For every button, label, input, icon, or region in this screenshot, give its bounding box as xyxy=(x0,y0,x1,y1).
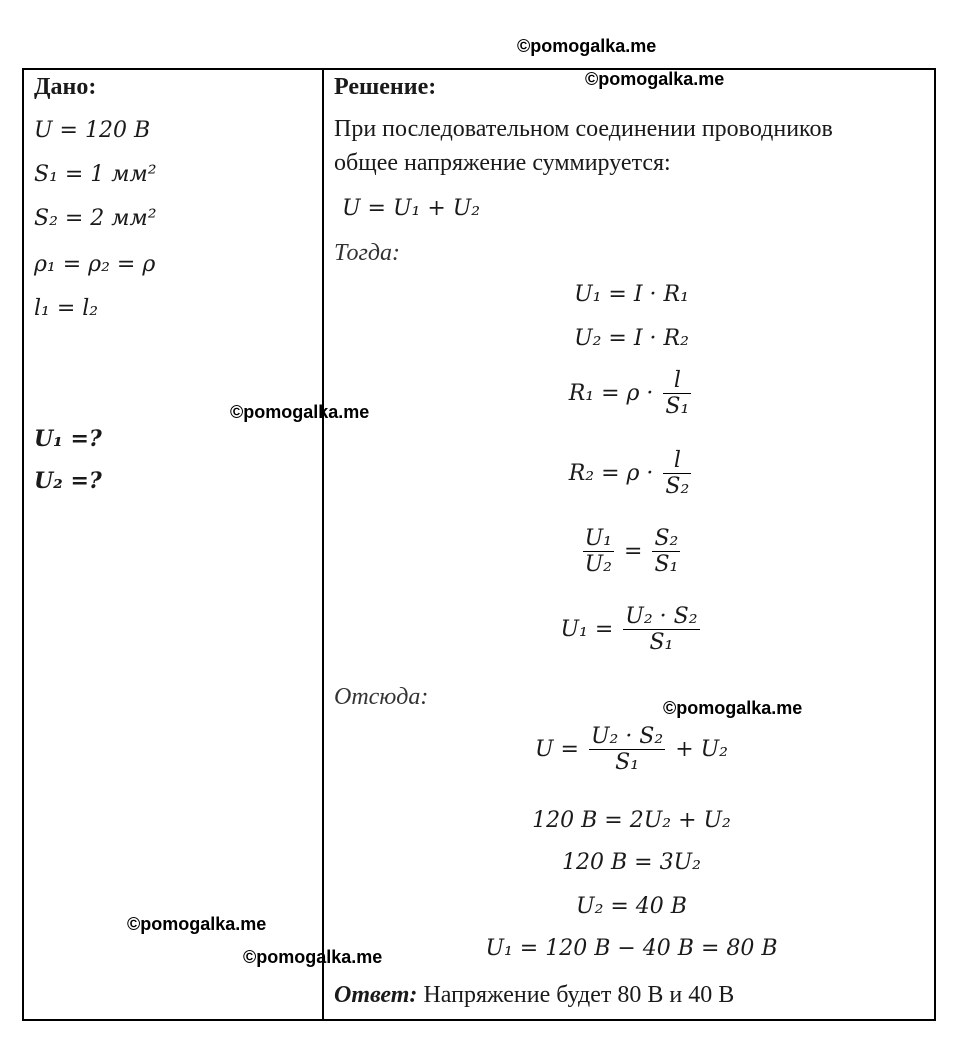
given-area-2: S₂ = 2 мм² xyxy=(34,206,157,231)
fraction-l-over-s1 xyxy=(663,368,691,420)
answer-line xyxy=(334,982,734,1009)
equation-u2: U₂ = I · R₂ xyxy=(574,326,689,351)
intro-line-2: общее напряжение суммируется: xyxy=(334,150,671,176)
equation-lhs: U = xyxy=(535,736,579,762)
then-label: Тогда: xyxy=(334,240,400,266)
fraction-u1-over-u2 xyxy=(583,526,614,578)
equation-r1 xyxy=(334,368,929,420)
fraction-numerator: U₁ xyxy=(584,526,613,551)
given-resistivity: ρ₁ = ρ₂ = ρ xyxy=(34,252,156,277)
solution-table xyxy=(22,68,936,1021)
find-voltage-2: U₂ =? xyxy=(34,468,102,494)
fraction-denominator: S₁ xyxy=(649,630,674,656)
watermark: ©pomogalka.me xyxy=(127,914,267,934)
fraction-denominator: S₁ xyxy=(615,750,640,776)
watermark: ©pomogalka.me xyxy=(243,947,383,967)
fraction-numerator: l xyxy=(663,368,691,394)
answer-label: Ответ: xyxy=(334,982,418,1008)
watermark: ©pomogalka.me xyxy=(663,698,803,718)
formula-sum: U = U₁ + U₂ xyxy=(342,196,481,221)
equation-r2 xyxy=(334,448,929,500)
equation-u1-result: U₁ = 120 В − 40 В = 80 В xyxy=(485,936,778,961)
find-voltage-1: U₁ =? xyxy=(34,426,102,452)
equals-sign: = xyxy=(624,538,643,564)
solution-header: Решение: xyxy=(334,74,437,100)
fraction-numerator: U₂ · S₂ xyxy=(590,724,664,749)
fraction-numerator: U₂ · S₂ xyxy=(625,604,698,629)
equation-total-voltage xyxy=(334,724,929,776)
watermark: ©pomogalka.me xyxy=(585,69,725,89)
equation-rhs: + U₂ xyxy=(675,736,728,762)
fraction-u2s2-over-s1 xyxy=(623,604,699,656)
watermark: ©pomogalka.me xyxy=(230,402,370,422)
answer-text: Напряжение будет 80 В и 40 В xyxy=(423,982,735,1008)
equation-lhs: U₁ = xyxy=(560,616,614,642)
given-header: Дано: xyxy=(34,74,97,100)
equation-u2-result: U₂ = 40 В xyxy=(576,894,687,919)
fraction-denominator: S₁ xyxy=(665,394,690,420)
hence-label: Отсюда: xyxy=(334,684,429,710)
fraction-numerator: l xyxy=(663,448,691,474)
given-voltage: U = 120 В xyxy=(34,118,151,143)
equation-r2-lhs: R₂ = ρ · xyxy=(568,460,654,486)
fraction-numerator: S₂ xyxy=(654,526,679,551)
fraction-l-over-s2 xyxy=(663,448,691,500)
equation-u1: U₁ = I · R₁ xyxy=(574,282,689,307)
fraction-denominator: S₂ xyxy=(665,474,690,500)
watermark: ©pomogalka.me xyxy=(517,36,657,56)
equation-ratio xyxy=(334,526,929,578)
equation-simplified: 120 В = 3U₂ xyxy=(562,850,701,875)
fraction-denominator: U₂ xyxy=(584,552,613,578)
column-divider xyxy=(322,70,324,1019)
fraction-denominator: S₁ xyxy=(654,552,679,578)
equation-u1-expressed xyxy=(334,604,929,656)
given-area-1: S₁ = 1 мм² xyxy=(34,162,157,187)
equation-substituted: 120 В = 2U₂ + U₂ xyxy=(532,808,731,833)
fraction-s2-over-s1 xyxy=(652,526,680,578)
fraction-u2s2-over-s1 xyxy=(589,724,665,776)
equation-r1-lhs: R₁ = ρ · xyxy=(568,380,654,406)
given-length: l₁ = l₂ xyxy=(34,296,99,321)
intro-line-1: При последовательном соединении проводников xyxy=(334,116,833,142)
